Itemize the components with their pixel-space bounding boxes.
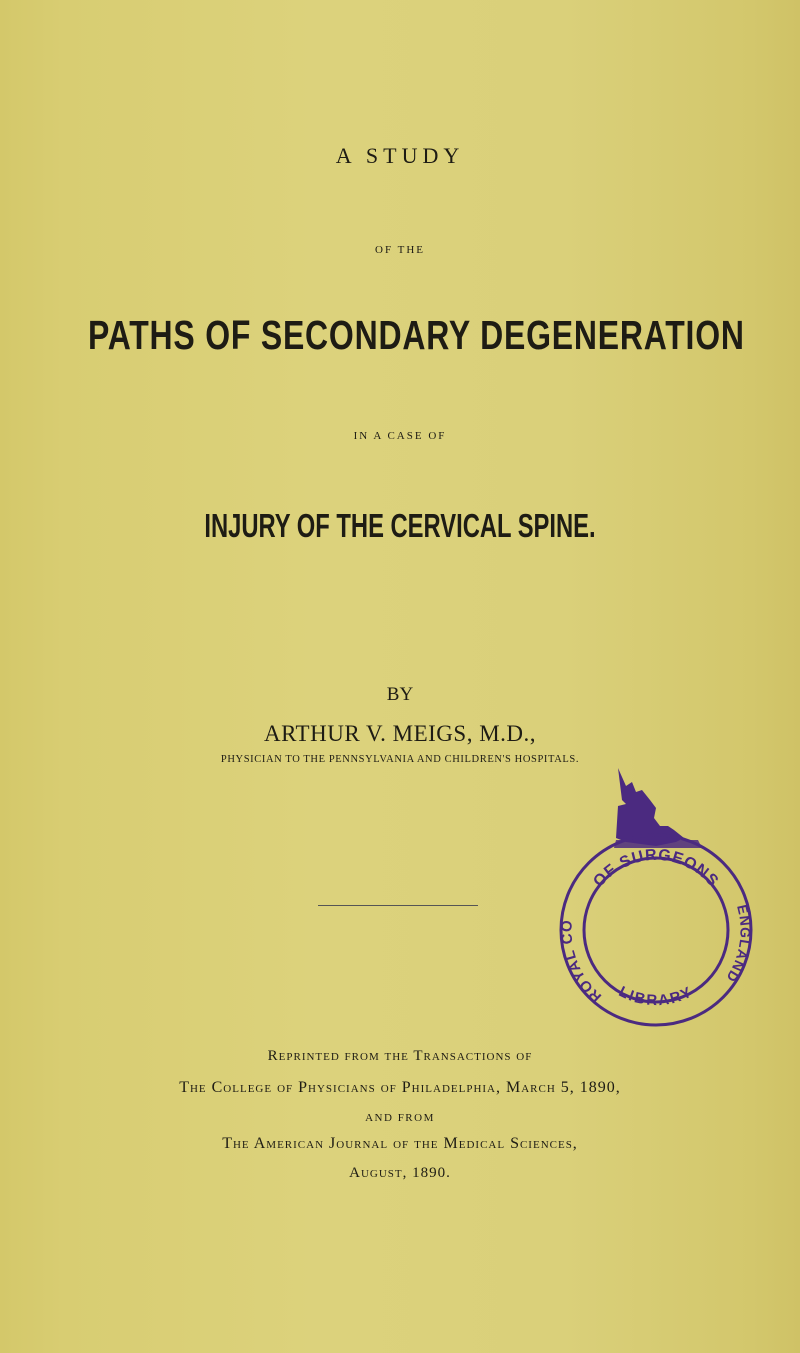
main-title: PATHS OF SECONDARY DEGENERATION <box>88 312 745 358</box>
by-label: BY <box>386 684 414 705</box>
title-line-a-study: A STUDY <box>335 143 465 168</box>
stamp-text-bottom: LIBRARY <box>615 983 697 1010</box>
author-affiliation: PHYSICIAN TO THE PENNSYLVANIA AND CHILDREN'S HOSPITALS. <box>220 754 580 765</box>
reprint-date: August, 1890. <box>349 1165 451 1181</box>
stamp-text-top: OF SURGEONS <box>590 846 722 891</box>
reprint-line-3: The American Journal of the Medical Sciences, <box>222 1135 578 1152</box>
reprint-line-1: Reprinted from the Transactions of <box>267 1048 533 1064</box>
divider-rule <box>318 905 478 906</box>
author-name: ARTHUR V. MEIGS, M.D., <box>263 721 537 746</box>
stamp-text-right: ENGLAND <box>722 902 754 986</box>
reprint-and-from: AND FROM <box>365 1112 435 1124</box>
subtitle: INJURY OF THE CERVICAL SPINE. <box>204 507 596 544</box>
reprint-line-2: The College of Physicians of Philadelphia, March 5, 1890, <box>179 1079 621 1096</box>
title-line-of-the: OF THE <box>375 244 425 256</box>
title-line-in-a-case-of: IN A CASE OF <box>353 430 447 442</box>
stamp-text-left: ROYAL CO <box>558 918 606 1006</box>
svg-text:OF SURGEONS <box>590 847 722 891</box>
library-stamp-icon <box>556 760 756 1045</box>
svg-text:LIBRARY <box>616 983 696 1009</box>
